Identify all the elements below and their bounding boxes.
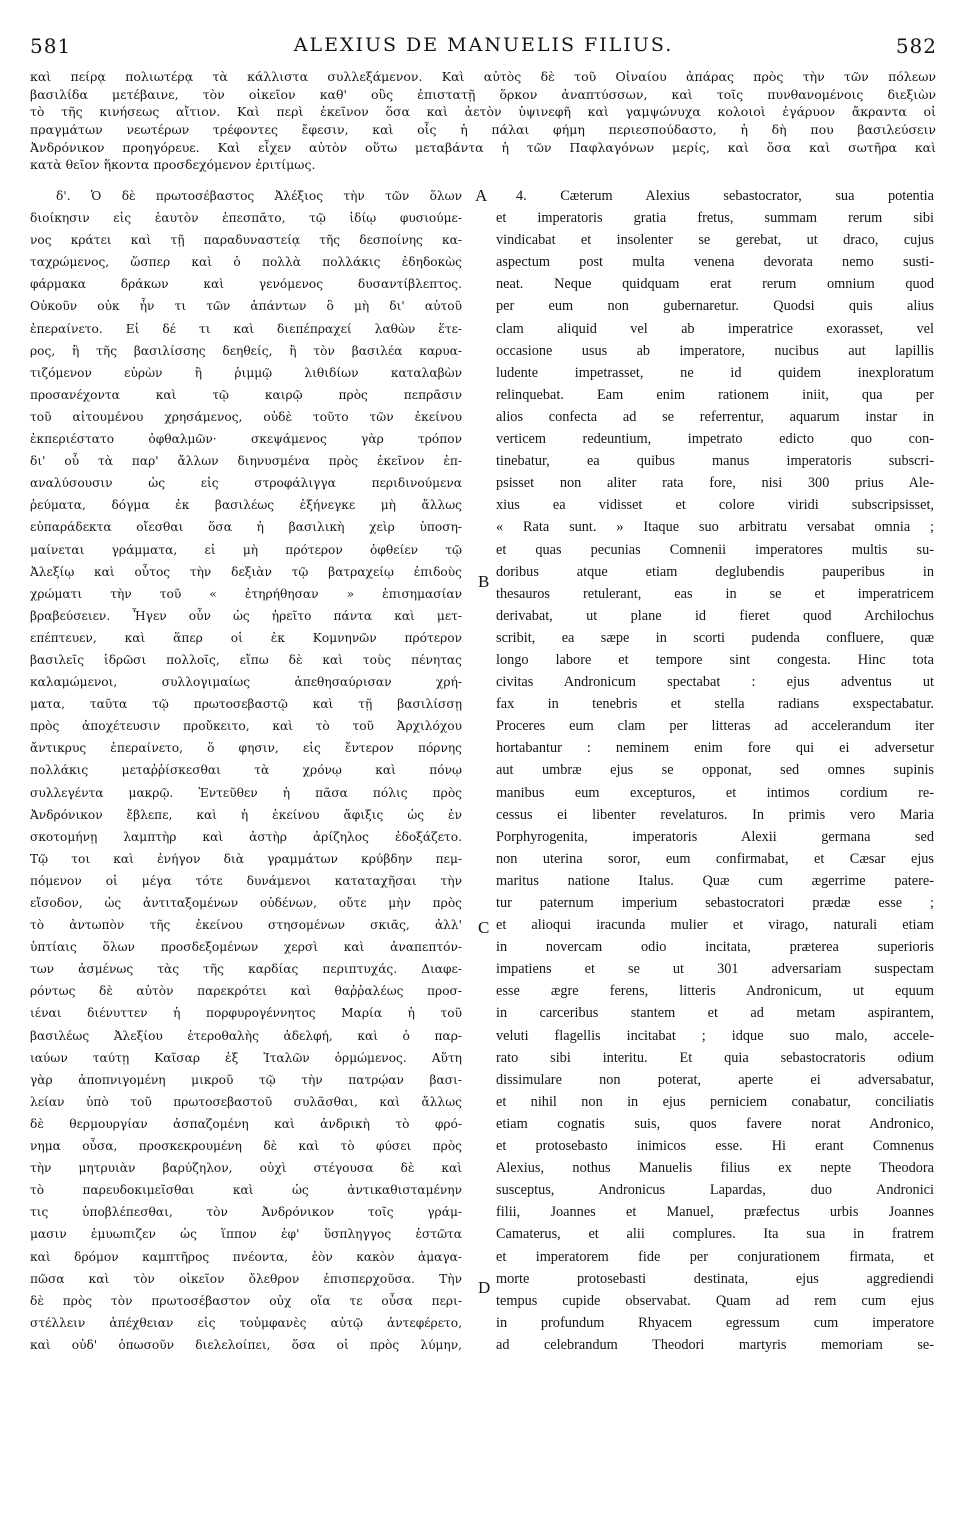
greek-line: σκοτομήνῃ λαμπτὴρ καὶ ἀστὴρ ἀρίζηλος ἐδοξάζετο. — [30, 829, 462, 844]
greek-line: φάρμακα δράκων καὶ γενόμενος δυσαντίβλεπτος. — [30, 277, 462, 292]
greek-line: δὲ πρὸς τὸν πρωτοσέβαστον οὐχ οἵα τε οὖσα περι- — [30, 1293, 462, 1308]
greek-line: Τῷ τοι καὶ ἐνήγον διὰ γραμμάτων κρύβδην πεμ- — [30, 851, 462, 866]
greek-line: καλαμώμενοι, συλλογιμαίως ἀπεθησαύρισαν χρή- — [30, 675, 462, 690]
running-title: ALEXIUS DE MANUELIS FILIUS. — [293, 34, 674, 56]
greek-line: ἄντικρυς ἐπεραίνετο, ὅ φησιν, εἰς ἔντερον πόρνης — [30, 741, 462, 756]
text-line: πραγμάτων νεωτέρων τρέφοντες ἔφεσιν, καὶ οἷς ἡ πάλαι φήμη περιεσπούδαστο, ἡ δὴ που βασιλεύσειν — [30, 122, 936, 138]
latin-line: ludente impetrasset, ne id quidem inexploratum — [496, 364, 934, 381]
latin-line: in profundum Rhyacem egressum cum imperatore — [496, 1314, 934, 1331]
latin-line: Proceres eum clam per litteras ad accelerandum iter — [496, 718, 934, 735]
greek-line: πρὸς ἀποχέτευσιν προὔκειτο, καὶ τὸ τοῦ Ἀρχιλόχου — [30, 719, 462, 734]
latin-line: morte protosebasti destinata, ejus aggrediendi — [496, 1270, 934, 1287]
latin-line: cessus ei libenter revelaturos. In primis vero Maria — [496, 806, 934, 823]
latin-line: alios confecta ad se referrentur, aquarum instar in — [496, 408, 934, 425]
greek-line: τὸ παρευδοκιμεῖσθαι καὶ ὡς ἀντικαθισταμένην — [30, 1183, 462, 1198]
latin-line: maritus natione Italus. Quæ cum ægerrime patere- — [496, 872, 934, 889]
greek-line: τιζόμενον εὑρὼν ἢ ῥιμμῷ λιθιδίων καταλαβὼν — [30, 365, 462, 380]
greek-line: νος κράτει καὶ τῇ παραδυναστείᾳ τῆς δεσποίνης κα- — [30, 233, 462, 248]
latin-line: scribit, ea sæpe in scorti pudenda confluere, quæ — [496, 629, 934, 646]
greek-line: λείαν ὑπὸ τοῦ πρωτοσεβαστοῦ συλᾶσθαι, καὶ ἄλλως — [30, 1094, 462, 1109]
latin-line: verticem redeuntium, impetrato edicto quo con- — [496, 431, 934, 448]
margin-marker-a: A — [475, 186, 488, 205]
latin-line: etiam cognatis suis, quos favere norat Andronico, — [496, 1115, 934, 1132]
greek-line: συλλεγέντα μακρῷ. Ἐντεῦθεν ἡ πᾶσα πόλις πρὸς — [30, 785, 462, 800]
page-number-right: 582 — [895, 34, 937, 58]
greek-line: ρος, ἢ τῆς βασιλίσσης δεηθείς, ἢ τὸν βασιλέα καρυα- — [30, 343, 462, 358]
latin-line: aspectum post multa venena devorata nemo susti- — [496, 254, 934, 271]
latin-line: veluti flagellis incitabat ; idque suo malo, accele- — [496, 1027, 934, 1044]
greek-line: τοῦ αἰτουμένου χρησάμενος, οὐδὲ τοῦτο τῶν ἐκείνου — [30, 409, 462, 424]
latin-line: in carceribus stantem et ad metam aspirantem, — [496, 1005, 934, 1022]
latin-line: tinebatur, ea quibus manus imperatoris subscri- — [496, 453, 934, 470]
greek-line: εἴσοδον, ὡς ἀντιταξομένων οὐδένων, οὔτε μὴν πρὸς — [30, 896, 462, 910]
greek-line: μασιν ἐμυωπιζεν ὡς ἵππον ἐφ' ὕσπληγγος ἑστῶτα — [30, 1227, 462, 1242]
greek-line: ρόντως δὲ αὐτὸν παρεκρότει καὶ θαῤῥαλέως προσ- — [30, 984, 462, 999]
greek-line: Ἀλεξίῳ καὶ οὗτος τὴν δεξιὰν τῷ βατραχείῳ ἐπιδοὺς — [30, 564, 462, 579]
greek-line: ἐκπεριέστατο ὀφθαλμῶν· σκεψάμενος γὰρ τρόπον — [30, 432, 462, 447]
latin-line: hortabantur : neminem enim fore qui ei adversetur — [496, 740, 934, 757]
latin-line: occasione usus ab imperatore, nucibus aut lapillis — [496, 342, 934, 359]
greek-line: των ἀσμένως τὰς τῆς καρδίας περιπτυχάς. Διαφε- — [30, 962, 462, 977]
latin-line: impatiens et se ut 301 adversariam suspectam — [496, 961, 934, 978]
latin-line: derivabat, ut plane id fieret quod Archilochus — [496, 607, 934, 624]
latin-line: et quas pecunias Comnenii imperatores multis su- — [496, 541, 934, 558]
text-line: τὸ τῆς κινήσεως αἴτιον. Καὶ περὶ ἐκεῖνον ὅσα καὶ ἀετὸν ὑψινεφῆ καὶ γαμψώνυχα κολοιοὶ ἐγάρυον ἄκραντα οἱ — [30, 104, 936, 120]
greek-line: Οὐκοῦν οὐκ ἦν τι τῶν ἁπάντων ὃ μὴ δι' αὐτοῦ — [30, 299, 462, 314]
greek-line: νημα οὖσα, προσκεκρουμένη δὲ καὶ τὸ φύσει πρὸς — [30, 1139, 462, 1154]
latin-line: et alioqui iracunda mulier et virago, naturali etiam — [496, 917, 934, 934]
greek-line: δὲ θερμουργίαν ἀσπαζομένη καὶ ἀνδρικὴ τὸ φρό- — [30, 1116, 462, 1131]
greek-line: αναλύσουσιν ὡς εἰς στροφάλιγγα περιδινούμενα — [30, 476, 462, 491]
latin-line: « Rata sunt. » Itaque suo arbitratu versabat omnia ; — [496, 519, 934, 536]
greek-column — [30, 185, 462, 1356]
greek-line: εὐπαράδεκτα οἴεσθαι ὅσα ἡ βασιλικὴ χεὶρ ὑποση- — [30, 520, 462, 535]
greek-line: Ἀνδρόνικον ἔβλεπε, καὶ ἡ ἐκείνου ἄφιξις ὡς ἐν — [30, 807, 462, 822]
latin-line: fax in tenebris et stella radians exspectabatur. — [496, 696, 934, 713]
greek-line: ιέναι διένυττεν ἡ πορφυρογέννητος Μαρία ἡ τοῦ — [30, 1006, 462, 1021]
latin-line: Camaterus, et alii complures. Ita sua in fratrem — [496, 1226, 934, 1243]
latin-line: tempus cupide observabat. Quam ad rem cum ejus — [496, 1292, 934, 1309]
full-width-greek-text — [30, 68, 936, 174]
latin-line: psisset non aliter rata fore, nisi 300 prius Ale- — [496, 475, 934, 492]
page-header — [28, 30, 939, 66]
latin-line: aut umbræ ejus se opponat, sed omnes supinis — [496, 762, 934, 779]
greek-line: ιαύων ταύτῃ Καῖσαρ ἐξ Ἰταλῶν ὁρμώμενος. Αὕτη — [30, 1050, 462, 1065]
greek-line: μαίνεται γράμματα, εἰ μὴ πρότερον ὀφθείεν τῷ — [30, 542, 462, 557]
latin-line: in novercam odio incitata, præterea superioris — [496, 939, 934, 956]
page-number-left: 581 — [30, 34, 72, 58]
latin-line: et nihil non in ejus perniciem conabatur, conciliatis — [496, 1093, 934, 1110]
latin-line: et protosebasto inimicos esse. Hi erant Comnenus — [496, 1138, 934, 1155]
latin-line: Alexius, nothus Manuelis filius ex nepte Theodora — [496, 1160, 934, 1177]
latin-line: ad celebrandum Theodori martyris memoriam se- — [496, 1336, 934, 1353]
greek-line: στέλλειν ἀπέχθειαν εἰς τοὐμφανὲς αὐτῷ ἀντεφέρετο, — [30, 1315, 462, 1330]
latin-line: doribus atque etiam deglubendis pauperibus in — [496, 563, 934, 580]
latin-line: non uterina soror, eum confirmabat, et Cæsar ejus — [496, 850, 934, 867]
latin-line: esse ægre ferens, litteris Andronicum, ut equum — [496, 983, 934, 1000]
margin-marker-c: C — [478, 918, 490, 937]
latin-line: neat. Neque quidquam erat rerum omnium quod — [496, 276, 934, 293]
greek-line: χρώματι τὴν τοῦ « ἐτηρήθησαν » ἐπισημασίαν — [30, 586, 462, 601]
greek-line: ματα, ταῦτα τῷ πρωτοσεβαστῷ καὶ τῇ βασιλίσσῃ — [30, 697, 462, 712]
greek-line: δ'. Ὁ δὲ πρωτοσέβαστος Ἀλέξιος τὴν τῶν ὅλων — [56, 189, 462, 203]
greek-line: πῶσα καὶ τὸν οἰκεῖον ὄλεθρον ἐπισπερχοῦσα. Τὴν — [30, 1271, 462, 1286]
greek-line: καὶ δρόμον καμπτῆρος πνέοντα, ἐὸν κακὸν ἀμαγα- — [30, 1249, 462, 1264]
greek-line: βραβεύσειεν. Ἦγεν οὖν ὡς ἡρεῖτο πάντα καὶ μετ- — [30, 608, 462, 623]
greek-line: ὑπτίαις ὅλων προσδεξομένων χερσὶ καὶ ἀναπεπτόν- — [30, 940, 462, 955]
latin-line: civitas Andronicum spectabat : ejus adventus ut — [496, 674, 934, 691]
greek-line: καὶ οὐδ' ὁπωσοῦν διελελοίπει, ὅσα οἱ πρὸς λύμην, — [30, 1337, 462, 1352]
latin-line: per eum non gubernaretur. Quodsi quis alius — [496, 298, 934, 315]
latin-line: manibus eum excepturos, et intimos cordium re- — [496, 784, 934, 801]
latin-line: et imperatoris gratia fretus, summam rerum sibi — [496, 210, 934, 227]
margin-marker-d: D — [478, 1278, 491, 1297]
latin-line: rato sibi interitu. Et quia sebastocratoris odium — [496, 1049, 934, 1066]
latin-line: 4. Cæterum Alexius sebastocrator, sua potentia — [516, 188, 934, 204]
greek-line: ῥεύματα, δόγμα ἐκ βασιλέως ἐξήνεγκε μὴ ἄλλως — [30, 498, 462, 513]
greek-line: τις ὑποβλέπεσθαι, τὸν Ἀνδρόνικον τοῖς γράμ- — [30, 1205, 462, 1220]
latin-line: dissimulare non poterat, aperte ei adversabatur, — [496, 1071, 934, 1088]
text-line: Ἀνδρόνικον προηγόρευε. Καὶ εἶχεν αὐτὸν οὕτω μεταβάντα ἡ τῶν Παφλαγόνων μερίς, καὶ ὅσα καὶ σωτῆρα καὶ — [30, 139, 936, 155]
latin-line: xius ea vidisset et colore viridi subscripsisset, — [496, 497, 934, 514]
latin-line: susceptus, Andronicus Lapardas, duo Andronici — [496, 1182, 934, 1199]
greek-line: πολλάκις μεταῤῥίσκεσθαι τὰ χρόνῳ καὶ πόνῳ — [30, 763, 462, 778]
latin-line: tur paternum imperium sebastocratori prædæ esse ; — [496, 895, 934, 911]
latin-column — [496, 185, 934, 1356]
greek-line: τὸ ἀντωπὸν τῆς ἐκείνου στησομένων σκιᾶς, ἀλλ' — [30, 918, 462, 933]
greek-line: προσανέχοντα καὶ τῷ καιρῷ πρὸς πεπρᾶσιν — [30, 387, 462, 402]
greek-line: διοίκησιν εἰς ἑαυτὸν ἐπεσπᾶτο, τῷ ἰδίῳ φυσιούμε- — [30, 211, 462, 226]
latin-line: relinquebat. Eam enim rationem iniit, qua per — [496, 386, 934, 403]
greek-line: επέπτευεν, καὶ ἅπερ οἱ ἐκ Κομνηνῶν πρότερον — [30, 630, 462, 645]
latin-line: et imperatorem fide per conjurationem firmata, et — [496, 1248, 934, 1265]
greek-line: ἐπεραίνετο. Εἰ δέ τι καὶ διεπέπραχεί λαθὼν ἕτε- — [30, 321, 462, 336]
text-line: καὶ πείρᾳ πολιωτέρᾳ τὰ κάλλιστα συλλεξάμενον. Καὶ αὐτὸς δὲ τοῦ Οἰναίου ἀπάρας πρὸς τὴν τῶν πόλεων — [30, 69, 936, 84]
latin-line: filii, Joannes et Manuel, præfectus urbis Joannes — [496, 1204, 934, 1221]
greek-line: τὴν μητρυιὰν βαρύζηλον, οὐχὶ στέγουσα δὲ καὶ — [30, 1161, 462, 1176]
latin-line: Porphyrogenita, imperatoris Alexii germana sed — [496, 828, 934, 845]
greek-line: βασιλεῖς ἱδρῶσι πολλοῖς, εἴπω δὲ καὶ τοὺς πένητας — [30, 652, 462, 667]
greek-line: ταχρώμενος, ὥσπερ καὶ ὁ πολλὰ πολλάκις ἐδηδοκὼς — [30, 255, 462, 270]
latin-line: clam aliquid vel ab imperatrice exorasset, vel — [496, 320, 934, 337]
latin-line: thesauros retulerant, eas in se et imperatricem — [496, 585, 934, 602]
greek-line: γὰρ ἀποπνιγομένη μικροῦ τῷ τὴν πατρῴαν βασι- — [30, 1072, 462, 1087]
latin-line: longo labore et tempore sint congesta. Hinc tota — [496, 651, 934, 668]
greek-line: δι' οὗ τὰ παρ' ἄλλων διηνυσμένα πρὸς ἐκεῖνον ἐπ- — [30, 454, 462, 469]
greek-line: πόμενον οἱ μέγα τότε δυνάμενοι καταταχῆσαι τὴν — [30, 873, 462, 888]
margin-marker-b: B — [478, 572, 490, 591]
text-line: κατὰ θεῖον ἥκοντα προσδεχόμενον ἐριτίμως. — [30, 157, 316, 173]
text-line: βασιλίδα μετέβαινε, τὸν οἰκεῖον καθ' οὓς ἐπιστατῇ ὅρκον ἀναπτύσσων, καὶ τοῖς πυνθανομένοις διεξιὼν — [30, 86, 936, 102]
greek-line: βασιλέως Ἀλεξίου ἑτεροθαλὴς ἀδελφή, καὶ ὁ παρ- — [30, 1028, 462, 1043]
latin-line: vindicabat et insolenter se gerebat, ut draco, cujus — [496, 232, 934, 249]
